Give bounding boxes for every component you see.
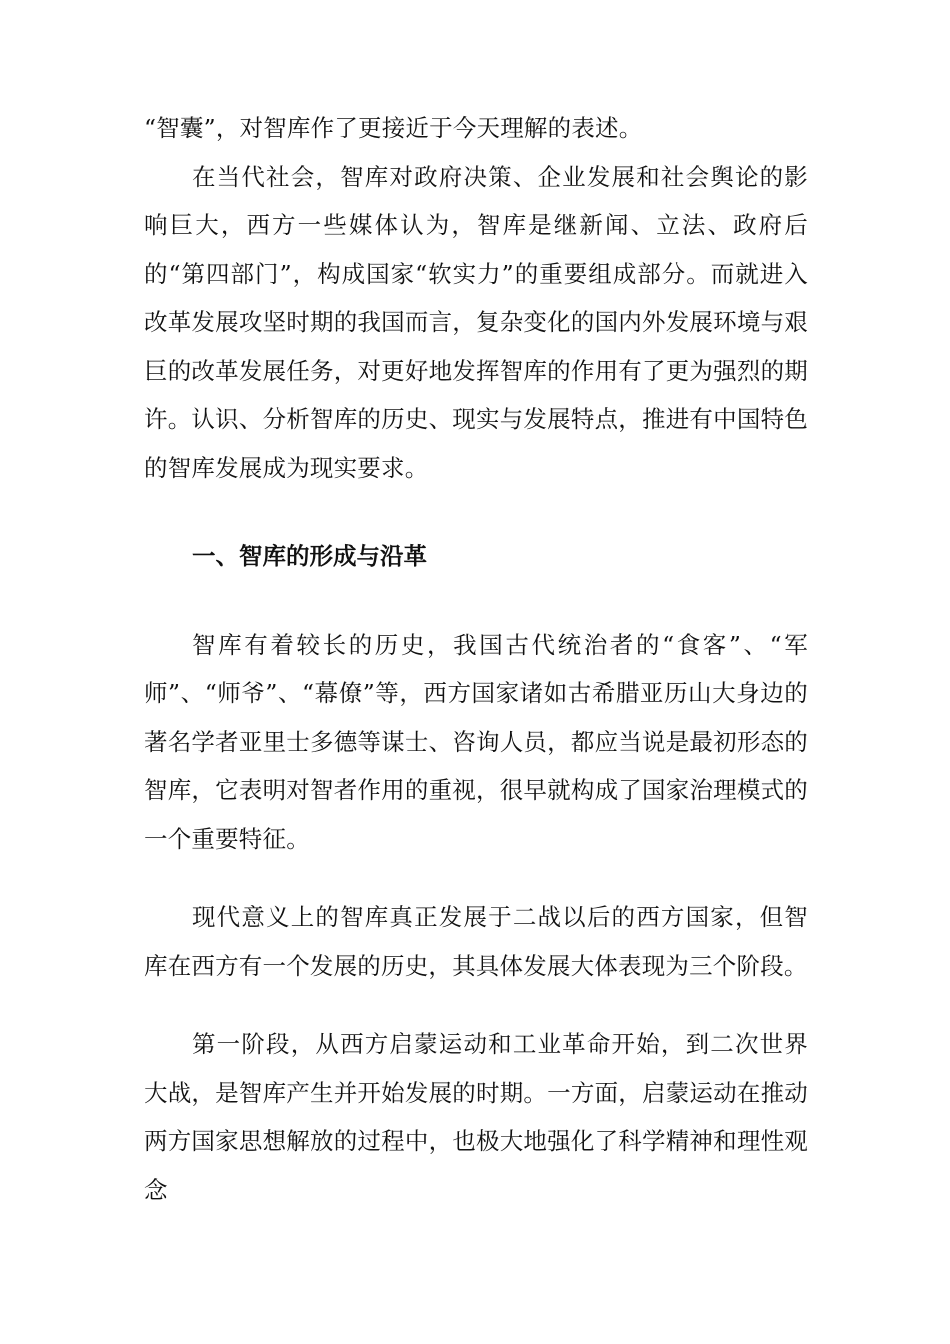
paragraph-modern-development: 现代意义上的智库真正发展于二战以后的西方国家，但智库在西方有一个发展的历史，其具体发展大体表现为三个阶段。: [144, 903, 808, 980]
paragraph-contemporary-society: 在当代社会，智库对政府决策、企业发展和社会舆论的影响巨大，西方一些媒体认为，智库是继新闻、立法、政府后的“第四部门”，构成国家“软实力”的重要组成部分。而就进入改革发展攻坚时期的我国而言，复杂变化的国内外发展环境与艰巨的改革发展任务，对更好地发挥智库的作用有了更为强烈的期许。认识、分析智库的历史、现实与发展特点，推进有中国特色的智库发展成为现实要求。: [144, 162, 808, 482]
spacer: [144, 581, 808, 621]
spacer: [144, 492, 808, 532]
paragraph-first-stage: 第一阶段，从西方启蒙运动和工业革命开始，到二次世界大战，是智库产生并开始发展的时期。一方面，启蒙运动在推动两方国家思想解放的过程中，也极大地强化了科学精神和理性观念: [144, 1030, 808, 1204]
section-heading: 一、智库的形成与沿革: [192, 542, 427, 570]
paragraph-history: 智库有着较长的历史，我国古代统治者的“食客”、“军师”、“师爷”、“幕僚”等，西方国家诸如古希腊亚历山大身边的著名学者亚里士多德等谋士、咨询人员，都应当说是最初形态的智库，它表明对智者作用的重视，很早就构成了国家治理模式的一个重要特征。: [144, 630, 808, 853]
document-page: [144, 104, 808, 1214]
spacer: [144, 863, 808, 893]
spacer: [144, 990, 808, 1020]
paragraph-continuation: “智囊”，对智库作了更接近于今天理解的表述。: [144, 114, 643, 142]
